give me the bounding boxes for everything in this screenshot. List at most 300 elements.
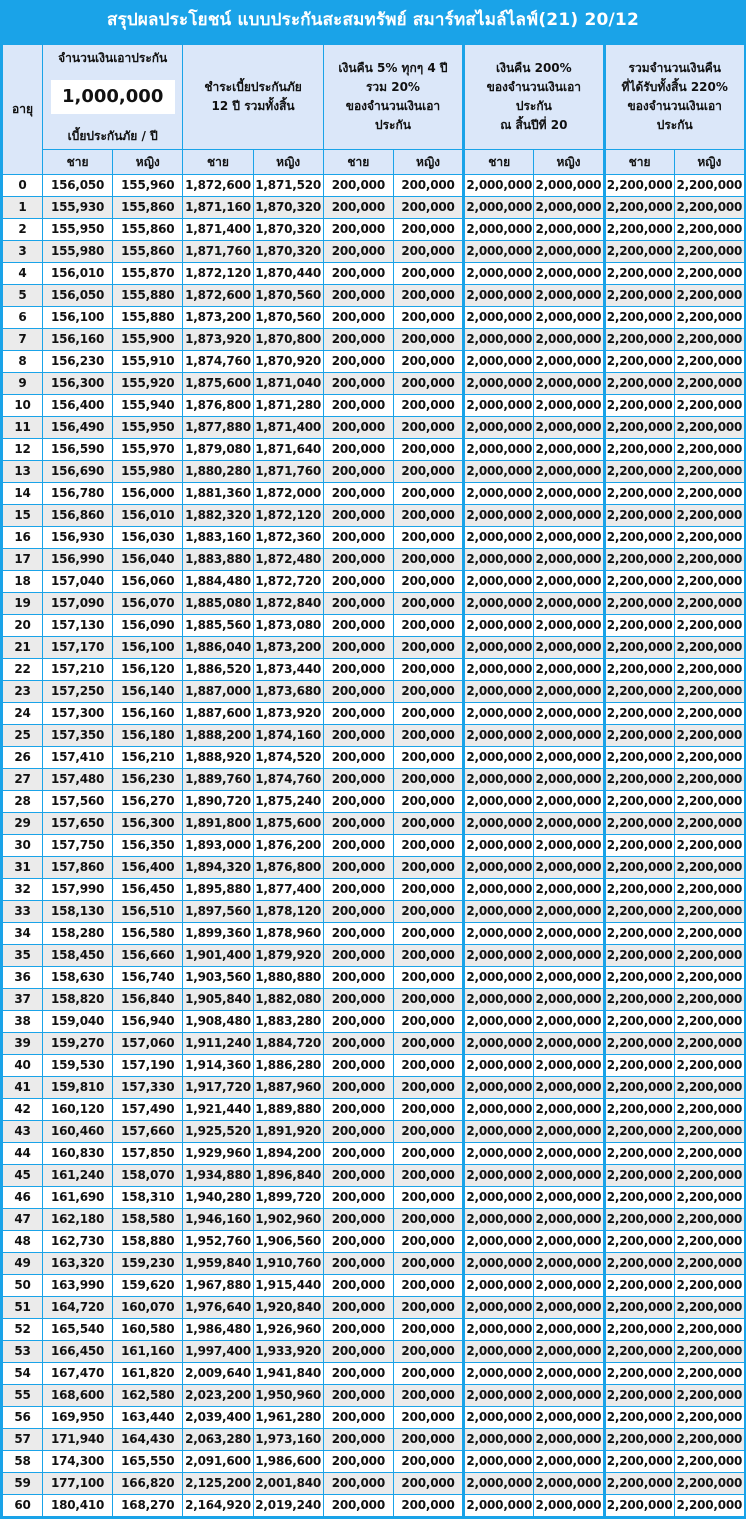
age-cell: 51 (3, 1297, 43, 1319)
total-benefit-male-cell: 2,200,000 (604, 835, 674, 857)
total-benefit-male-cell: 2,200,000 (604, 373, 674, 395)
total-benefit-male-cell: 2,200,000 (604, 637, 674, 659)
total-benefit-female-cell: 2,200,000 (674, 615, 744, 637)
cashback-male-cell: 200,000 (323, 637, 393, 659)
maturity-male-cell: 2,000,000 (464, 505, 534, 527)
cashback-female-cell: 200,000 (393, 1165, 463, 1187)
cashback-female-cell: 200,000 (393, 175, 463, 197)
total-benefit-female-cell: 2,200,000 (674, 351, 744, 373)
total-premium-male-cell: 1,874,760 (183, 351, 253, 373)
table-row (3, 637, 745, 659)
maturity-male-cell: 2,000,000 (464, 703, 534, 725)
maturity-female-cell: 2,000,000 (534, 923, 604, 945)
maturity-male-cell: 2,000,000 (464, 1077, 534, 1099)
total-premium-female-cell: 1,874,160 (253, 725, 323, 747)
maturity-female-cell: 2,000,000 (534, 1473, 604, 1495)
cashback-female-cell: 200,000 (393, 1363, 463, 1385)
maturity-male-cell: 2,000,000 (464, 395, 534, 417)
premium-female-cell: 156,070 (113, 593, 183, 615)
total-benefit-female-cell: 2,200,000 (674, 1275, 744, 1297)
premium-male-cell: 156,590 (43, 439, 113, 461)
maturity-male-cell: 2,000,000 (464, 835, 534, 857)
total-premium-male-cell: 1,914,360 (183, 1055, 253, 1077)
cashback-female-cell: 200,000 (393, 791, 463, 813)
age-cell: 5 (3, 285, 43, 307)
total-premium-female-cell: 1,872,000 (253, 483, 323, 505)
total-benefit-female-cell: 2,200,000 (674, 1407, 744, 1429)
age-cell: 26 (3, 747, 43, 769)
total-premium-female-cell: 1,878,120 (253, 901, 323, 923)
total-premium-female-cell: 1,879,920 (253, 945, 323, 967)
total-premium-male-cell: 1,887,600 (183, 703, 253, 725)
total-premium-male-cell: 1,952,760 (183, 1231, 253, 1253)
total-benefit-male-cell: 2,200,000 (604, 1495, 674, 1517)
cashback-female-cell: 200,000 (393, 1121, 463, 1143)
premium-female-cell: 156,090 (113, 615, 183, 637)
maturity-male-cell: 2,000,000 (464, 483, 534, 505)
maturity-male-cell: 2,000,000 (464, 747, 534, 769)
total-premium-female-cell: 1,876,800 (253, 857, 323, 879)
total-premium-female-cell: 1,870,560 (253, 307, 323, 329)
total-benefit-female-header: หญิง (674, 150, 744, 175)
total-benefit-male-cell: 2,200,000 (604, 483, 674, 505)
total-premium-male-cell: 1,884,480 (183, 571, 253, 593)
total-premium-male-cell: 1,889,760 (183, 769, 253, 791)
premium-female-cell: 156,030 (113, 527, 183, 549)
premium-female-cell: 158,070 (113, 1165, 183, 1187)
table-row (3, 615, 745, 637)
age-cell: 7 (3, 329, 43, 351)
total-benefit-female-cell: 2,200,000 (674, 747, 744, 769)
table-row (3, 1385, 745, 1407)
total-benefit-female-cell: 2,200,000 (674, 1451, 744, 1473)
table-row (3, 923, 745, 945)
maturity-female-cell: 2,000,000 (534, 1055, 604, 1077)
premium-female-cell: 155,870 (113, 263, 183, 285)
premium-male-cell: 157,410 (43, 747, 113, 769)
total-premium-female-cell: 1,870,920 (253, 351, 323, 373)
maturity-male-header: ชาย (464, 150, 534, 175)
premium-female-cell: 155,910 (113, 351, 183, 373)
age-cell: 29 (3, 813, 43, 835)
cashback-male-cell: 200,000 (323, 285, 393, 307)
premium-male-cell: 156,050 (43, 175, 113, 197)
cashback-line1: เงินคืน 5% ทุกๆ 4 ปี (338, 61, 448, 75)
cashback-male-cell: 200,000 (323, 659, 393, 681)
total-benefit-male-cell: 2,200,000 (604, 505, 674, 527)
table-row (3, 725, 745, 747)
premium-male-cell: 161,240 (43, 1165, 113, 1187)
total-benefit-male-cell: 2,200,000 (604, 879, 674, 901)
total-benefit-male-cell: 2,200,000 (604, 307, 674, 329)
cashback-female-cell: 200,000 (393, 725, 463, 747)
premium-female-cell: 156,580 (113, 923, 183, 945)
benefit-table (2, 44, 745, 1517)
cashback-female-cell: 200,000 (393, 945, 463, 967)
total-premium-female-cell: 1,873,440 (253, 659, 323, 681)
premium-female-cell: 156,940 (113, 1011, 183, 1033)
total-benefit-female-cell: 2,200,000 (674, 1473, 744, 1495)
cashback-male-cell: 200,000 (323, 571, 393, 593)
age-cell: 52 (3, 1319, 43, 1341)
cashback-line3: ของจำนวนเงินเอา (345, 99, 441, 113)
premium-male-cell: 156,860 (43, 505, 113, 527)
cashback-male-cell: 200,000 (323, 923, 393, 945)
total-benefit-female-cell: 2,200,000 (674, 527, 744, 549)
premium-female-cell: 156,040 (113, 549, 183, 571)
total-benefit-male-cell: 2,200,000 (604, 1209, 674, 1231)
cashback-female-cell: 200,000 (393, 285, 463, 307)
total-benefit-male-cell: 2,200,000 (604, 1077, 674, 1099)
cashback-male-cell: 200,000 (323, 373, 393, 395)
maturity-male-cell: 2,000,000 (464, 923, 534, 945)
total-premium-male-cell: 1,872,600 (183, 175, 253, 197)
total-premium-male-cell: 1,895,880 (183, 879, 253, 901)
maturity-male-cell: 2,000,000 (464, 1473, 534, 1495)
cashback-female-cell: 200,000 (393, 483, 463, 505)
premium-male-cell: 156,300 (43, 373, 113, 395)
premium-male-cell: 156,050 (43, 285, 113, 307)
maturity-male-cell: 2,000,000 (464, 175, 534, 197)
premium-male-cell: 157,170 (43, 637, 113, 659)
cashback-female-cell: 200,000 (393, 1187, 463, 1209)
total-premium-male-cell: 1,877,880 (183, 417, 253, 439)
total-premium-male-cell: 1,890,720 (183, 791, 253, 813)
cashback-female-cell: 200,000 (393, 197, 463, 219)
table-row (3, 1231, 745, 1253)
cashback-female-cell: 200,000 (393, 1407, 463, 1429)
maturity-female-cell: 2,000,000 (534, 857, 604, 879)
cashback-female-cell: 200,000 (393, 1385, 463, 1407)
cashback-female-cell: 200,000 (393, 1011, 463, 1033)
total-benefit-female-cell: 2,200,000 (674, 219, 744, 241)
age-cell: 41 (3, 1077, 43, 1099)
table-row (3, 1099, 745, 1121)
total-benefit-female-cell: 2,200,000 (674, 549, 744, 571)
total-benefit-female-cell: 2,200,000 (674, 1429, 744, 1451)
cashback-female-cell: 200,000 (393, 857, 463, 879)
table-row (3, 175, 745, 197)
cashback-male-cell: 200,000 (323, 945, 393, 967)
premium-male-cell: 157,350 (43, 725, 113, 747)
table-row (3, 1121, 745, 1143)
total-benefit-female-cell: 2,200,000 (674, 395, 744, 417)
premium-female-cell: 158,880 (113, 1231, 183, 1253)
age-cell: 56 (3, 1407, 43, 1429)
maturity-line1: เงินคืน 200% (496, 61, 572, 75)
premium-female-cell: 155,860 (113, 241, 183, 263)
total-benefit-male-cell: 2,200,000 (604, 439, 674, 461)
table-row (3, 747, 745, 769)
premium-female-cell: 156,000 (113, 483, 183, 505)
sum-insured-label: จำนวนเงินเอาประกัน (58, 51, 168, 65)
age-cell: 45 (3, 1165, 43, 1187)
premium-male-cell: 163,990 (43, 1275, 113, 1297)
total-premium-male-cell: 1,871,160 (183, 197, 253, 219)
premium-female-cell: 156,100 (113, 637, 183, 659)
age-cell: 9 (3, 373, 43, 395)
cashback-male-cell: 200,000 (323, 505, 393, 527)
table-row (3, 989, 745, 1011)
cashback-female-cell: 200,000 (393, 593, 463, 615)
cashback-female-cell: 200,000 (393, 923, 463, 945)
cashback-line2: รวม 20% (365, 80, 420, 94)
cashback-male-cell: 200,000 (323, 681, 393, 703)
total-benefit-male-cell: 2,200,000 (604, 1319, 674, 1341)
age-cell: 28 (3, 791, 43, 813)
maturity-male-cell: 2,000,000 (464, 593, 534, 615)
maturity-female-cell: 2,000,000 (534, 725, 604, 747)
table-row (3, 857, 745, 879)
total-benefit-male-cell: 2,200,000 (604, 197, 674, 219)
cashback-female-cell: 200,000 (393, 1077, 463, 1099)
cashback-male-cell: 200,000 (323, 901, 393, 923)
premium-male-cell: 160,460 (43, 1121, 113, 1143)
total-premium-female-cell: 1,871,760 (253, 461, 323, 483)
table-row (3, 1187, 745, 1209)
total-premium-male-cell: 1,976,640 (183, 1297, 253, 1319)
cashback-female-cell: 200,000 (393, 1253, 463, 1275)
premium-male-cell: 158,450 (43, 945, 113, 967)
total-benefit-male-cell: 2,200,000 (604, 1099, 674, 1121)
age-cell: 36 (3, 967, 43, 989)
total-benefit-female-cell: 2,200,000 (674, 1253, 744, 1275)
maturity-female-cell: 2,000,000 (534, 483, 604, 505)
cashback-female-cell: 200,000 (393, 351, 463, 373)
maturity-female-cell: 2,000,000 (534, 659, 604, 681)
table-row (3, 241, 745, 263)
total-premium-female-cell: 1,899,720 (253, 1187, 323, 1209)
total-benefit-female-cell: 2,200,000 (674, 879, 744, 901)
total-premium-female-cell: 1,920,840 (253, 1297, 323, 1319)
cashback-male-cell: 200,000 (323, 1319, 393, 1341)
maturity-male-cell: 2,000,000 (464, 197, 534, 219)
total-premium-female-cell: 1,871,520 (253, 175, 323, 197)
premium-female-cell: 156,120 (113, 659, 183, 681)
total-benefit-male-cell: 2,200,000 (604, 747, 674, 769)
cashback-female-cell: 200,000 (393, 1055, 463, 1077)
cashback-male-cell: 200,000 (323, 1275, 393, 1297)
total-benefit-female-cell: 2,200,000 (674, 241, 744, 263)
maturity-male-cell: 2,000,000 (464, 461, 534, 483)
cashback-female-cell: 200,000 (393, 1451, 463, 1473)
total-benefit-female-cell: 2,200,000 (674, 1077, 744, 1099)
age-cell: 10 (3, 395, 43, 417)
cashback-header (323, 45, 463, 150)
total-premium-female-cell: 1,882,080 (253, 989, 323, 1011)
age-cell: 48 (3, 1231, 43, 1253)
total-benefit-female-cell: 2,200,000 (674, 769, 744, 791)
premium-female-cell: 155,880 (113, 285, 183, 307)
premium-male-cell: 155,950 (43, 219, 113, 241)
premium-male-cell: 155,980 (43, 241, 113, 263)
premium-female-cell: 155,860 (113, 197, 183, 219)
total-premium-female-cell: 1,872,120 (253, 505, 323, 527)
total-benefit-male-cell: 2,200,000 (604, 769, 674, 791)
maturity-female-cell: 2,000,000 (534, 769, 604, 791)
premium-male-cell: 157,090 (43, 593, 113, 615)
premium-female-cell: 156,400 (113, 857, 183, 879)
total-benefit-female-cell: 2,200,000 (674, 197, 744, 219)
premium-male-cell: 160,120 (43, 1099, 113, 1121)
total-benefit-female-cell: 2,200,000 (674, 593, 744, 615)
total-premium-male-cell: 1,873,920 (183, 329, 253, 351)
total-benefit-female-cell: 2,200,000 (674, 791, 744, 813)
total-benefit-male-cell: 2,200,000 (604, 1275, 674, 1297)
total-benefit-male-cell: 2,200,000 (604, 681, 674, 703)
total-benefit-male-cell: 2,200,000 (604, 791, 674, 813)
total-premium-female-cell: 1,902,960 (253, 1209, 323, 1231)
maturity-female-cell: 2,000,000 (534, 593, 604, 615)
maturity-female-cell: 2,000,000 (534, 241, 604, 263)
total-benefit-male-cell: 2,200,000 (604, 329, 674, 351)
total-benefit-male-cell: 2,200,000 (604, 1363, 674, 1385)
table-row (3, 1473, 745, 1495)
maturity-female-cell: 2,000,000 (534, 747, 604, 769)
total-benefit-male-cell: 2,200,000 (604, 1143, 674, 1165)
cashback-male-cell: 200,000 (323, 1407, 393, 1429)
total-benefit-female-cell: 2,200,000 (674, 857, 744, 879)
cashback-female-cell: 200,000 (393, 1297, 463, 1319)
age-cell: 39 (3, 1033, 43, 1055)
cashback-male-cell: 200,000 (323, 593, 393, 615)
maturity-female-cell: 2,000,000 (534, 1121, 604, 1143)
cashback-female-cell: 200,000 (393, 967, 463, 989)
premium-female-cell: 161,820 (113, 1363, 183, 1385)
cashback-male-cell: 200,000 (323, 1165, 393, 1187)
premium-female-header: หญิง (113, 150, 183, 175)
cashback-male-cell: 200,000 (323, 175, 393, 197)
cashback-male-cell: 200,000 (323, 835, 393, 857)
premium-male-cell: 158,630 (43, 967, 113, 989)
total-premium-male-cell: 1,879,080 (183, 439, 253, 461)
cashback-female-cell: 200,000 (393, 1033, 463, 1055)
maturity-male-cell: 2,000,000 (464, 1209, 534, 1231)
total-benefit-male-cell: 2,200,000 (604, 1407, 674, 1429)
total-benefit-line3: ของจำนวนเงินเอา (627, 99, 722, 113)
maturity-male-cell: 2,000,000 (464, 1033, 534, 1055)
total-benefit-male-cell: 2,200,000 (604, 659, 674, 681)
maturity-female-cell: 2,000,000 (534, 329, 604, 351)
premium-female-cell: 155,860 (113, 219, 183, 241)
maturity-male-cell: 2,000,000 (464, 989, 534, 1011)
premium-male-cell: 174,300 (43, 1451, 113, 1473)
premium-female-cell: 157,490 (113, 1099, 183, 1121)
total-premium-male-cell: 1,875,600 (183, 373, 253, 395)
premium-male-cell: 166,450 (43, 1341, 113, 1363)
age-cell: 27 (3, 769, 43, 791)
total-benefit-male-cell: 2,200,000 (604, 571, 674, 593)
total-benefit-male-cell: 2,200,000 (604, 1385, 674, 1407)
total-benefit-male-cell: 2,200,000 (604, 527, 674, 549)
maturity-male-cell: 2,000,000 (464, 1187, 534, 1209)
maturity-female-cell: 2,000,000 (534, 1407, 604, 1429)
total-benefit-female-cell: 2,200,000 (674, 945, 744, 967)
maturity-male-cell: 2,000,000 (464, 1275, 534, 1297)
age-cell: 34 (3, 923, 43, 945)
cashback-male-cell: 200,000 (323, 307, 393, 329)
total-premium-male-cell: 1,940,280 (183, 1187, 253, 1209)
table-row (3, 1011, 745, 1033)
premium-per-year-label: เบี้ยประกันภัย / ปี (67, 129, 158, 143)
total-benefit-female-cell: 2,200,000 (674, 417, 744, 439)
total-premium-female-cell: 1,873,200 (253, 637, 323, 659)
cashback-male-cell: 200,000 (323, 1385, 393, 1407)
age-cell: 11 (3, 417, 43, 439)
total-benefit-male-cell: 2,200,000 (604, 549, 674, 571)
cashback-male-cell: 200,000 (323, 1209, 393, 1231)
total-benefit-female-cell: 2,200,000 (674, 307, 744, 329)
total-premium-female-cell: 1,883,280 (253, 1011, 323, 1033)
age-cell: 18 (3, 571, 43, 593)
maturity-female-cell: 2,000,000 (534, 1275, 604, 1297)
maturity-female-cell: 2,000,000 (534, 901, 604, 923)
premium-male-cell: 157,300 (43, 703, 113, 725)
cashback-male-cell: 200,000 (323, 967, 393, 989)
total-premium-female-cell: 1,884,720 (253, 1033, 323, 1055)
age-cell: 32 (3, 879, 43, 901)
total-premium-female-cell: 1,870,320 (253, 241, 323, 263)
maturity-male-cell: 2,000,000 (464, 1231, 534, 1253)
table-row (3, 879, 745, 901)
total-premium-male-cell: 1,883,160 (183, 527, 253, 549)
total-benefit-female-cell: 2,200,000 (674, 1297, 744, 1319)
premium-male-cell: 162,730 (43, 1231, 113, 1253)
premium-female-cell: 160,070 (113, 1297, 183, 1319)
table-row (3, 703, 745, 725)
total-premium-male-cell: 1,899,360 (183, 923, 253, 945)
total-premium-female-cell: 1,873,920 (253, 703, 323, 725)
maturity-male-cell: 2,000,000 (464, 901, 534, 923)
total-benefit-female-cell: 2,200,000 (674, 835, 744, 857)
maturity-female-cell: 2,000,000 (534, 703, 604, 725)
maturity-female-cell: 2,000,000 (534, 1363, 604, 1385)
age-cell: 38 (3, 1011, 43, 1033)
total-benefit-male-cell: 2,200,000 (604, 1341, 674, 1363)
total-premium-male-cell: 1,903,560 (183, 967, 253, 989)
age-cell: 40 (3, 1055, 43, 1077)
cashback-male-cell: 200,000 (323, 1055, 393, 1077)
table-row (3, 571, 745, 593)
total-premium-male-cell: 1,872,600 (183, 285, 253, 307)
maturity-male-cell: 2,000,000 (464, 307, 534, 329)
total-benefit-male-cell: 2,200,000 (604, 461, 674, 483)
maturity-header (464, 45, 604, 150)
age-cell: 50 (3, 1275, 43, 1297)
maturity-female-cell: 2,000,000 (534, 351, 604, 373)
cashback-female-cell: 200,000 (393, 615, 463, 637)
age-cell: 42 (3, 1099, 43, 1121)
table-row (3, 1055, 745, 1077)
maturity-female-cell: 2,000,000 (534, 791, 604, 813)
premium-female-cell: 156,350 (113, 835, 183, 857)
cashback-female-cell: 200,000 (393, 703, 463, 725)
total-premium-female-cell: 1,880,880 (253, 967, 323, 989)
total-premium-female-cell: 1,941,840 (253, 1363, 323, 1385)
total-benefit-female-cell: 2,200,000 (674, 483, 744, 505)
cashback-female-cell: 200,000 (393, 1495, 463, 1517)
total-premium-female-cell: 1,873,080 (253, 615, 323, 637)
cashback-female-cell: 200,000 (393, 989, 463, 1011)
total-premium-male-cell: 1,882,320 (183, 505, 253, 527)
table-row (3, 659, 745, 681)
maturity-female-cell: 2,000,000 (534, 395, 604, 417)
total-premium-male-cell: 1,894,320 (183, 857, 253, 879)
total-benefit-female-cell: 2,200,000 (674, 813, 744, 835)
maturity-male-cell: 2,000,000 (464, 1121, 534, 1143)
maturity-female-cell: 2,000,000 (534, 879, 604, 901)
cashback-female-cell: 200,000 (393, 527, 463, 549)
